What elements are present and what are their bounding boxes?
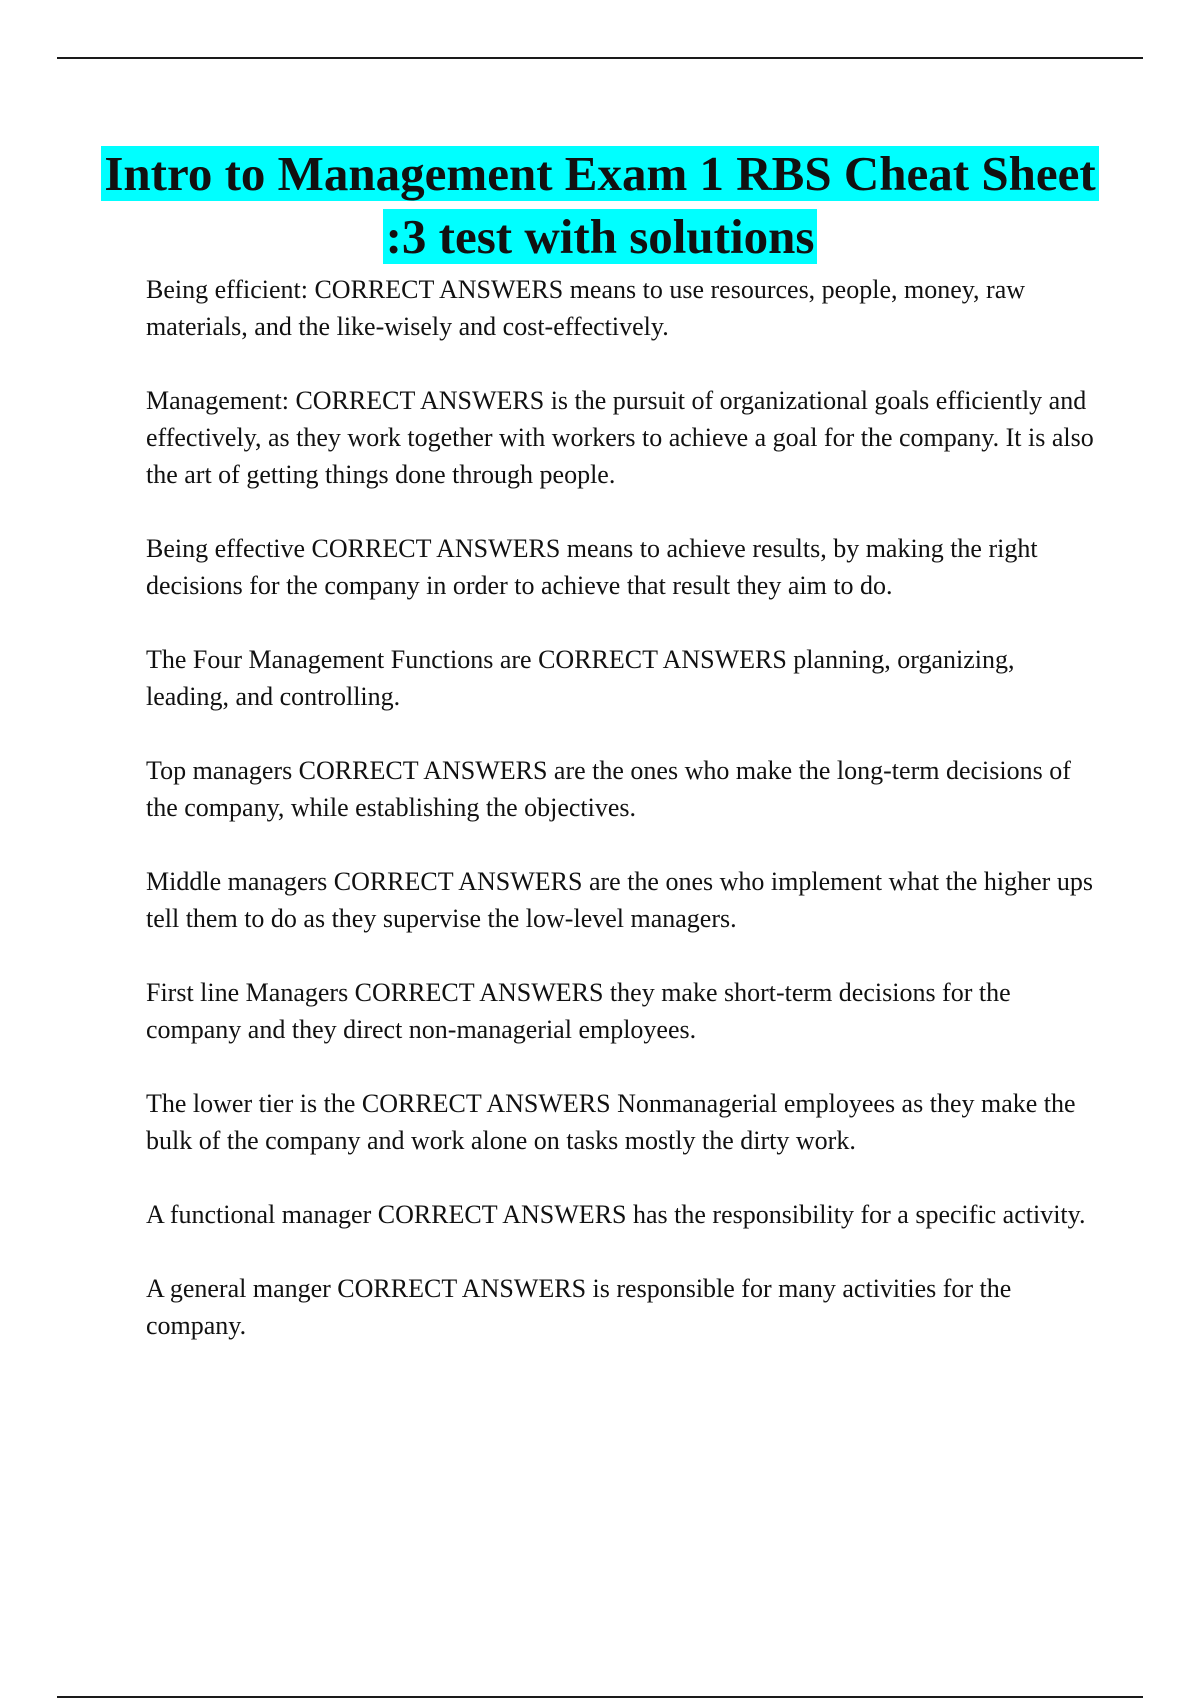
document-body <box>146 271 1096 1381</box>
paragraph-first-line-managers: First line Managers CORRECT ANSWERS they make short-term decisions for the company and they direct non-managerial employees. <box>146 978 1011 1044</box>
paragraph-management: Management: CORRECT ANSWERS is the pursuit of organizational goals efficiently and effectively, as they work together with workers to achieve a goal for the company. It is also the art of getting things done through people. <box>146 386 1094 489</box>
paragraph-top-managers: Top managers CORRECT ANSWERS are the ones who make the long-term decisions of the company, while establishing the objectives. <box>146 756 1071 822</box>
document-title <box>100 142 1100 268</box>
paragraph-lower-tier: The lower tier is the CORRECT ANSWERS Nonmanagerial employees as they make the bulk of the company and work alone on tasks mostly the dirty work. <box>146 1089 1076 1155</box>
paragraph-being-efficient: Being efficient: CORRECT ANSWERS means to use resources, people, money, raw materials, and the like-wisely and cost-effectively. <box>146 275 1026 341</box>
paragraph-middle-managers: Middle managers CORRECT ANSWERS are the ones who implement what the higher ups tell them to do as they supervise the low-level managers. <box>146 867 1093 933</box>
paragraph-functional-manager: A functional manager CORRECT ANSWERS has the responsibility for a specific activity. <box>146 1200 1086 1229</box>
title-highlight: Intro to Management Exam 1 RBS Cheat Sheet :3 test with solutions <box>101 146 1098 264</box>
paragraph-four-functions: The Four Management Functions are CORRECT ANSWERS planning, organizing, leading, and controlling. <box>146 645 1015 711</box>
top-rule <box>57 57 1143 59</box>
paragraph-general-manager: A general manger CORRECT ANSWERS is responsible for many activities for the company. <box>146 1274 1012 1340</box>
bottom-rule <box>57 1696 1143 1698</box>
paragraph-being-effective: Being effective CORRECT ANSWERS means to achieve results, by making the right decisions for the company in order to achieve that result they aim to do. <box>146 534 1038 600</box>
